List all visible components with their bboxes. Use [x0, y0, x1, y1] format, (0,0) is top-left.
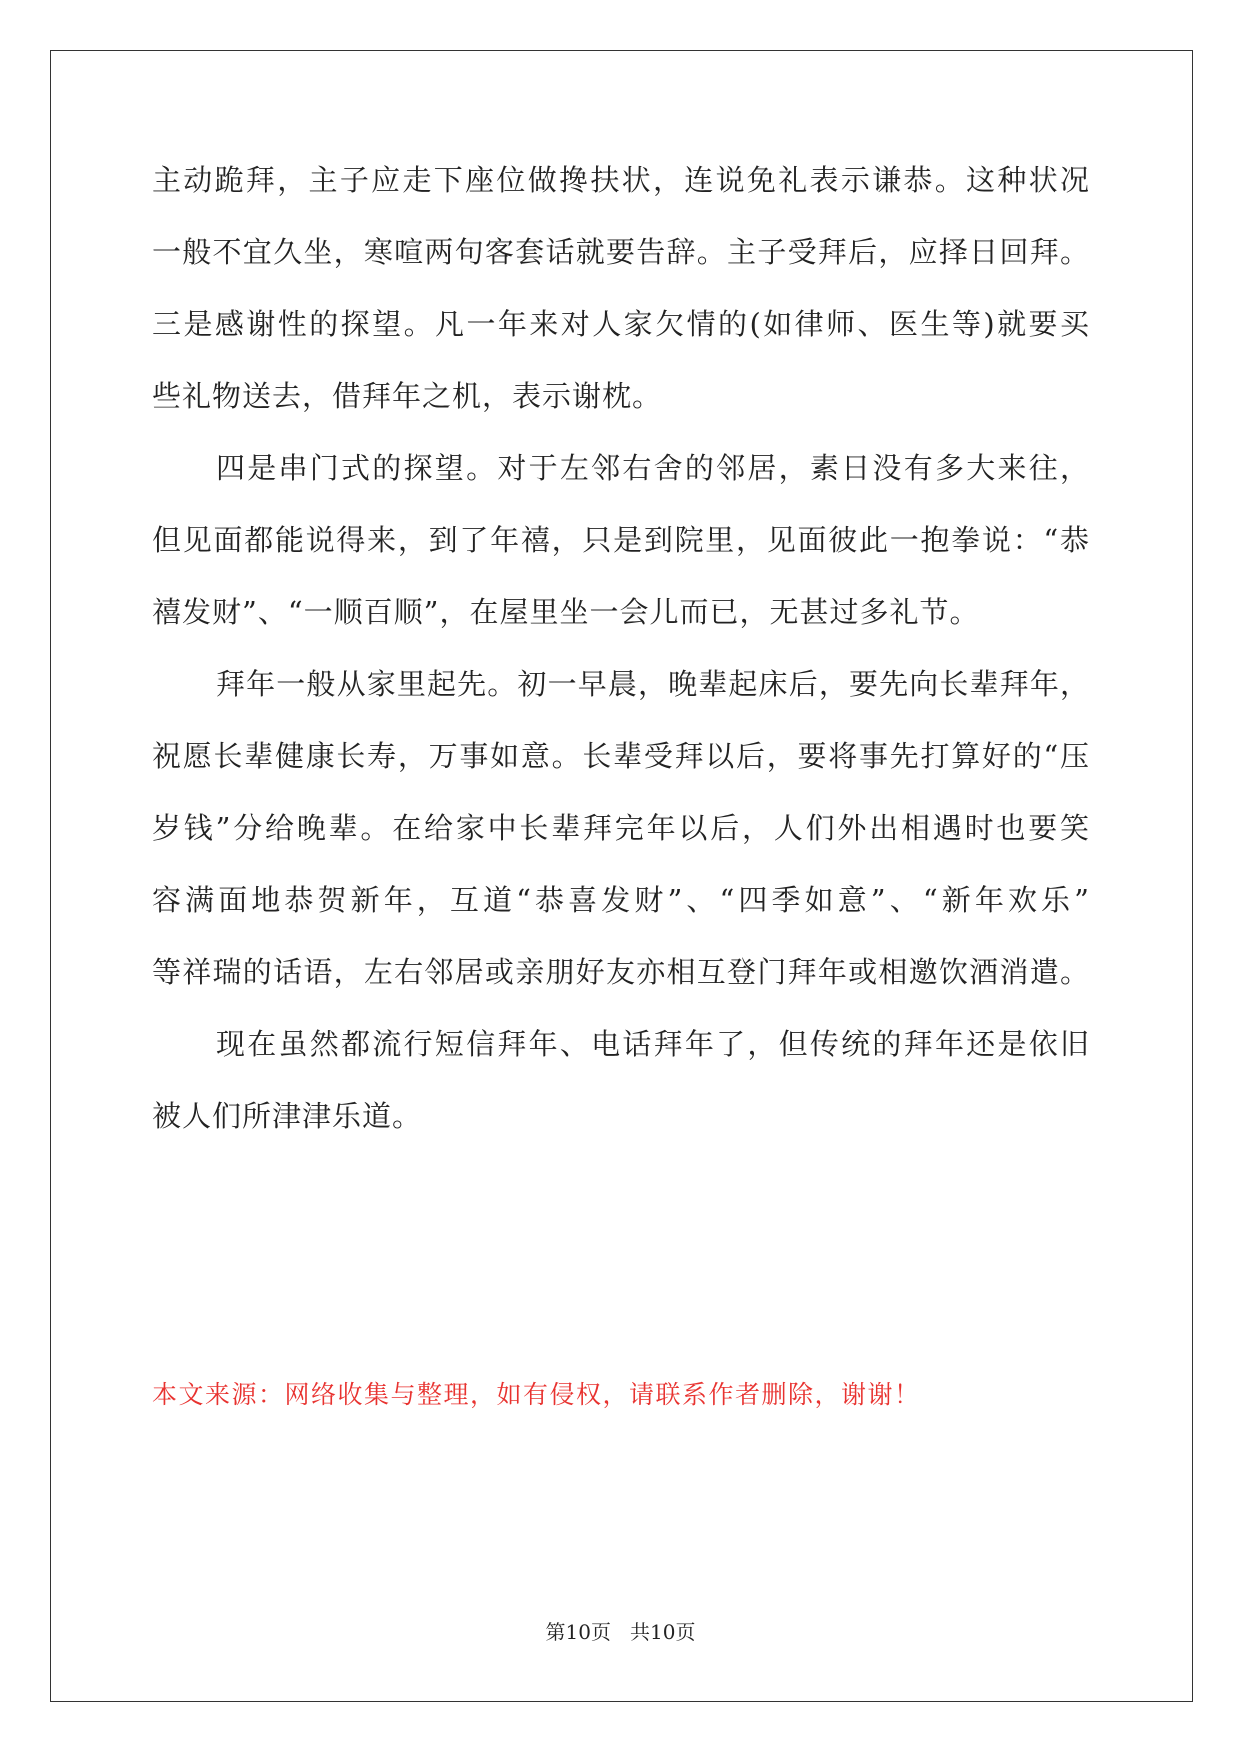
paragraph-4-line-1: 现在虽然都流行短信拜年、电话拜年了，但传统的拜年还是依旧	[216, 1027, 1090, 1061]
paragraph-3-line-1: 拜年一般从家里起先。初一早晨，晚辈起床后，要先向长辈拜年，	[216, 667, 1090, 701]
paragraph-4-line-2: 被人们所津津乐道。	[152, 1099, 423, 1133]
paragraph-1-line-4: 些礼物送去，借拜年之机，表示谢枕。	[152, 379, 663, 413]
source-disclaimer: 本文来源：网络收集与整理，如有侵权，请联系作者删除，谢谢！	[152, 1380, 921, 1409]
paragraph-3-line-3: 岁钱”分给晚辈。在给家中长辈拜完年以后，人们外出相遇时也要笑	[152, 811, 1090, 845]
paragraph-3-line-2: 祝愿长辈健康长寿，万事如意。长辈受拜以后，要将事先打算好的“压	[152, 739, 1090, 773]
paragraph-3-line-5: 等祥瑞的话语，左右邻居或亲朋好友亦相互登门拜年或相邀饮酒消遣。	[152, 955, 1090, 989]
paragraph-1-line-2: 一般不宜久坐，寒喧两句客套话就要告辞。主子受拜后，应择日回拜。	[152, 235, 1090, 269]
page-border	[50, 50, 1193, 1702]
paragraph-3-line-4: 容满面地恭贺新年，互道“恭喜发财”、“四季如意”、“新年欢乐”	[152, 883, 1090, 917]
paragraph-2-line-2: 但见面都能说得来，到了年禧，只是到院里，见面彼此一抱拳说：“恭	[152, 523, 1090, 557]
paragraph-2-line-3: 禧发财”、“一顺百顺”，在屋里坐一会儿而已，无甚过多礼节。	[152, 595, 980, 629]
paragraph-1-line-3: 三是感谢性的探望。凡一年来对人家欠情的(如律师、医生等)就要买	[152, 307, 1090, 341]
paragraph-2-line-1: 四是串门式的探望。对于左邻右舍的邻居，素日没有多大来往，	[216, 451, 1090, 485]
paragraph-1-line-1: 主动跪拜，主子应走下座位做搀扶状，连说免礼表示谦恭。这种状况	[152, 163, 1090, 197]
page-number-footer: 第10页 共10页	[545, 1620, 696, 1644]
